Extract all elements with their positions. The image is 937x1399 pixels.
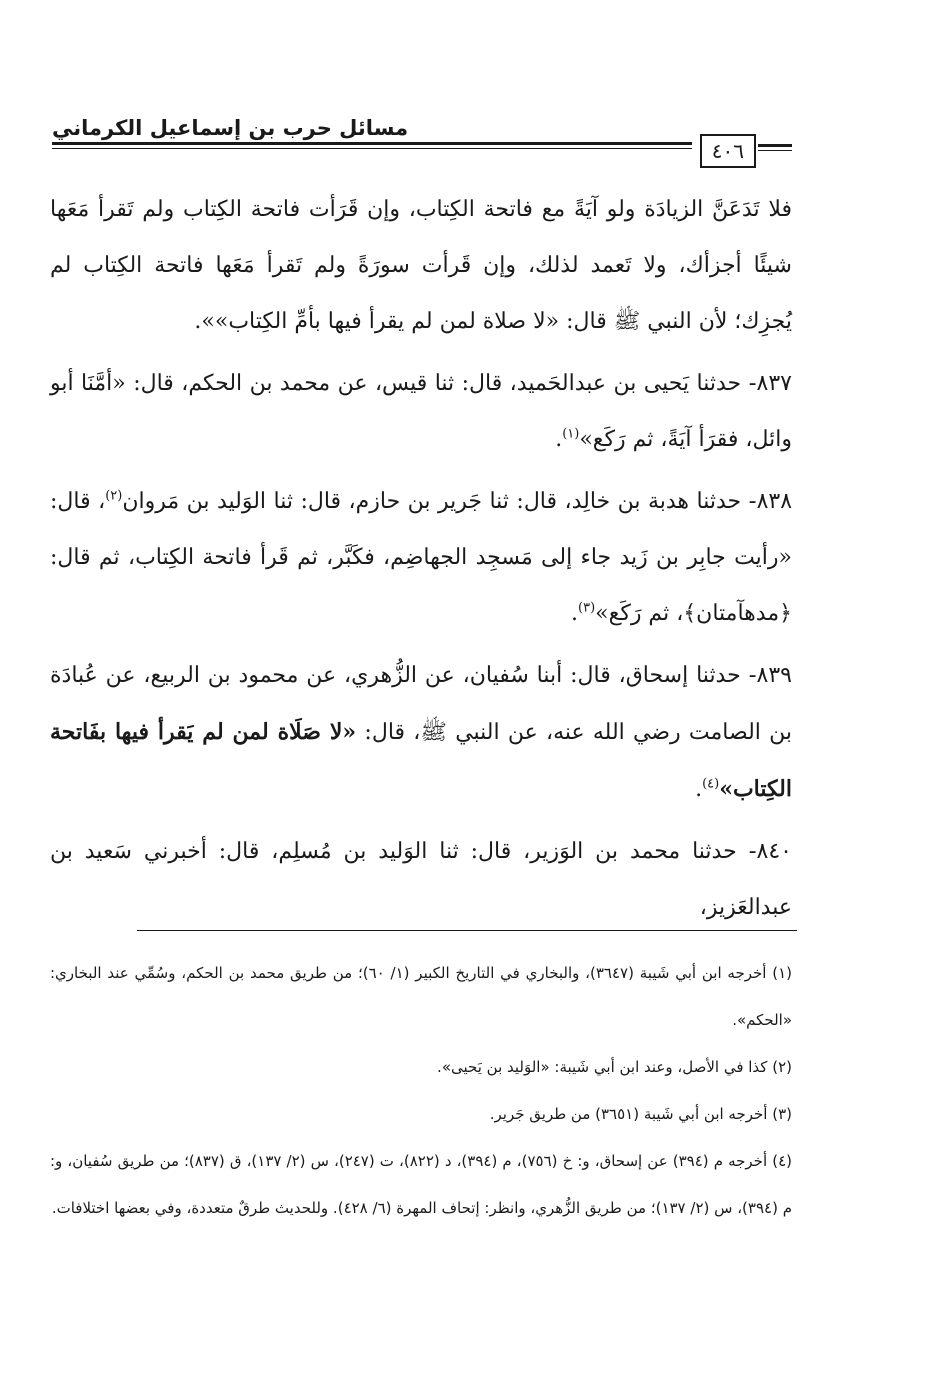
footnotes (50, 950, 792, 1232)
footnote-1: (١) أخرجه ابن أبي شَيبة (٣٦٤٧)، والبخاري في التاريخ الكبير (١/ ٦٠)؛ من طريق محمد بن الحكم، وسُمِّي عند البخاري: «الحكم». (50, 964, 793, 1029)
hadith-number: ٨٣٩- (748, 663, 792, 688)
hadith-837: ٨٣٧- حدثنا يَحيى بن عبدالحَميد، قال: ثنا قيس، عن محمد بن الحكم، قال: «أمَّنَا أبو وائل، فقرَأ آيَةً، ثم رَكَع»$^{(١)}$. (50, 371, 792, 452)
footnote-ref: (٣) (578, 600, 596, 616)
footnote-separator (137, 930, 797, 931)
hadith-number: ٨٣٨- (748, 489, 793, 514)
paragraph-text: فلا تَدَعَنَّ الزيادَة ولو آيَةً مع فاتحة الكِتاب، وإن قَرَأت فاتحة الكِتاب ولم تَقرأ مَعَها شيئًا أجزأك، ولا تَعمد لذلك، وإن قَرأت سورَةً ولم تَقرأ مَعَها فاتحة الكِتاب لم يُجزِك؛ لأن النبي ﷺ قال: «لا صلاة لمن لم يقرأ فيها بأمِّ الكِتاب»». (50, 197, 792, 334)
hadith-text: حدثنا يَحيى بن عبدالحَميد، قال: ثنا قيس، عن محمد بن الحكم، قال: «أمَّنَا أبو وائل، فقرَأ آيَةً، ثم رَكَع» (50, 371, 792, 452)
header-rule-thin (52, 148, 692, 149)
hadith-text: حدثنا هدبة بن خالِد، قال: ثنا جَرير بن حازم، قال: ثنا الوَليد بن مَروان (122, 489, 742, 514)
footnote-3: (٣) أخرجه ابن أبي شَيبة (٣٦٥١) من طريق جَرير. (489, 1105, 792, 1123)
header-dash-thin (758, 150, 792, 151)
footnote-4: (٤) أخرجه م (٣٩٤) عن إسحاق، و: خ (٧٥٦)، م (٣٩٤)، د (٨٢٢)، ت (٢٤٧)، س (٢/ ١٣٧)، ق (٨٣٧)؛ من طريق سُفيان، و: م (٣٩٤)، س (٢/ ١٣٧)؛ من طريق الزُّهري، وانظر: إتحاف المهرة (٦/ ٤٢٨). وللحديث طرقٌ متعددة، وفي بعضها اختلافات. (50, 1152, 792, 1217)
hadith-text-cont: ، قال: «رأيت جابِر بن زَيد جاء إلى مَسجِد الجهاضِم، فكَبَّر، ثم قَرأ فاتحة الكِتاب، ثم قال: ﴿مدهآمتان﴾، ثم رَكَع» (50, 489, 792, 626)
book-title: مسائل حرب بن إسماعيل الكرماني (52, 116, 409, 140)
footnote-ref: (١) (562, 426, 580, 442)
header-dash (758, 144, 792, 147)
hadith-text: حدثنا إسحاق، قال: أبنا سُفيان، عن الزُّهري، عن محمود بن الربيع، عن عُبادَة بن الصامت رضي الله عنه، عن النبي ﷺ، قال: (50, 663, 792, 745)
footnote-2: (٢) كذا في الأصل، وعند ابن أبي شَيبة: «الوَليد بن يَحيى». (437, 1058, 792, 1076)
hadith-number: ٨٤٠- (748, 839, 792, 864)
running-header (52, 112, 792, 172)
paragraph-continuation (50, 182, 792, 350)
hadith-number: ٨٣٧- (748, 371, 792, 396)
hadith-838: ٨٣٨- حدثنا هدبة بن خالِد، قال: ثنا جَرير بن حازم، قال: ثنا الوَليد بن مَروان$^{(٢)}$، قال: «رأيت جابِر بن زَيد جاء إلى مَسجِد الجهاضِم، فكَبَّر، ثم قَرأ فاتحة الكِتاب، ثم قال: ﴿مدهآمتان﴾، ثم رَكَع»$^{(٣)}$. (50, 488, 793, 626)
hadith-840 (50, 824, 792, 936)
hadith-quote: «لا صَلَاة لمن لم يَقرأ فيها بفَاتحة الكِتاب» (50, 719, 792, 802)
header-rule (52, 142, 692, 145)
page-number: ٤٠٦ (700, 134, 756, 168)
footnote-ref: (٤) (702, 776, 720, 792)
hadith-text: حدثنا محمد بن الوَزير، قال: ثنا الوَليد بن مُسلِم، قال: أخبرني سَعيد بن عبدالعَزيز، (50, 839, 792, 920)
main-text (50, 182, 792, 942)
footnote-ref: (٢) (105, 488, 123, 504)
hadith-839: ٨٣٩- حدثنا إسحاق، قال: أبنا سُفيان، عن الزُّهري، عن محمود بن الربيع، عن عُبادَة بن الصامت رضي الله عنه، عن النبي ﷺ، قال: «لا صَلَاة لمن لم يَقرأ فيها بفَاتحة الكِتاب»$^{(٤)}$. (50, 663, 792, 802)
